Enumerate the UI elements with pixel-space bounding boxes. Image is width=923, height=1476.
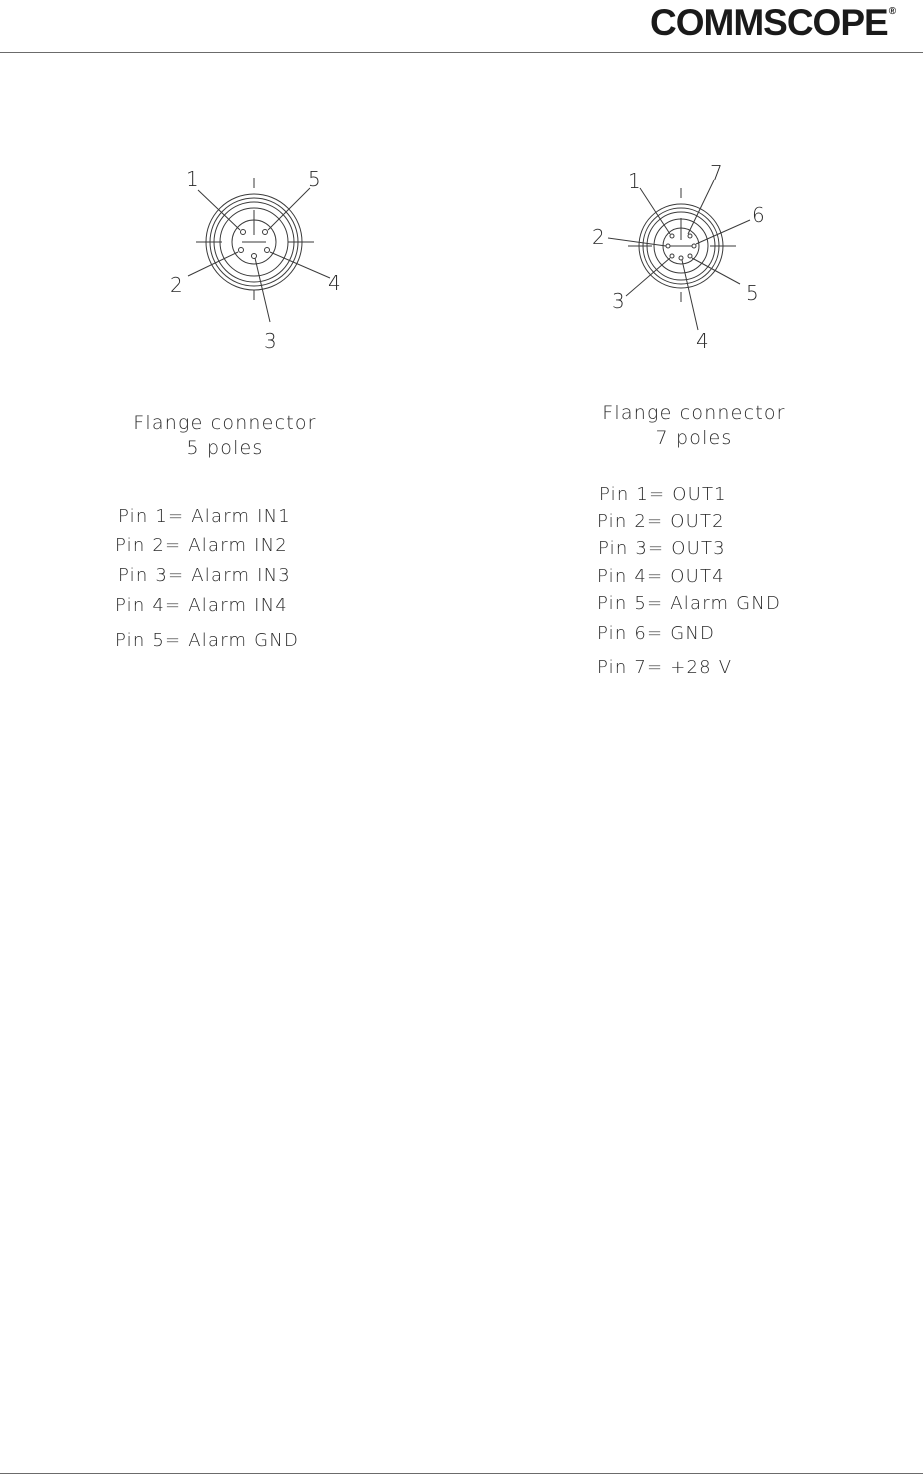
caption-7-pole-title: Flange connector — [602, 402, 786, 424]
caption-7-pole — [596, 401, 792, 451]
pin-label-7pole-4: 4 — [696, 329, 709, 353]
connector-7-pole-diagram — [608, 180, 750, 330]
pin-row: Pin 1= Alarm IN1 — [118, 506, 291, 527]
caption-5-pole — [120, 411, 330, 461]
caption-7-pole-count: 7 poles — [655, 427, 733, 449]
pin-label-5pole-1: 1 — [186, 167, 199, 191]
pin-row: Pin 7= +28 V — [597, 657, 733, 678]
pin-row: Pin 5= Alarm GND — [115, 630, 300, 651]
pin-label-7pole-7: 7 — [710, 161, 723, 185]
pin-row: Pin 3= OUT3 — [598, 538, 726, 559]
pin-row: Pin 5= Alarm GND — [597, 593, 782, 614]
pin-row: Pin 1= OUT1 — [599, 484, 727, 505]
pin-label-7pole-3: 3 — [612, 289, 625, 313]
pin-row: Pin 4= Alarm IN4 — [115, 595, 288, 616]
registered-mark: ® — [888, 6, 896, 17]
footer-rule — [0, 1473, 923, 1474]
pin-row: Pin 3= Alarm IN3 — [118, 565, 291, 586]
caption-5-pole-count: 5 poles — [186, 437, 264, 459]
pin-row: Pin 2= Alarm IN2 — [115, 535, 288, 556]
pin-label-5pole-5: 5 — [308, 167, 321, 191]
pin-label-7pole-5: 5 — [746, 281, 759, 305]
pin-row: Pin 4= OUT4 — [597, 566, 725, 587]
pin-label-5pole-3: 3 — [264, 329, 277, 353]
pin-label-7pole-2: 2 — [592, 225, 605, 249]
pin-label-5pole-4: 4 — [328, 271, 341, 295]
pin-label-7pole-6: 6 — [752, 203, 765, 227]
caption-5-pole-title: Flange connector — [133, 412, 317, 434]
pin-row: Pin 6= GND — [597, 623, 716, 644]
pin-row: Pin 2= OUT2 — [597, 511, 725, 532]
pin-label-5pole-2: 2 — [170, 273, 183, 297]
connector-5-pole-diagram — [188, 178, 330, 322]
logo-text: COMMSCOPE — [650, 2, 888, 43]
pin-label-7pole-1: 1 — [628, 169, 641, 193]
